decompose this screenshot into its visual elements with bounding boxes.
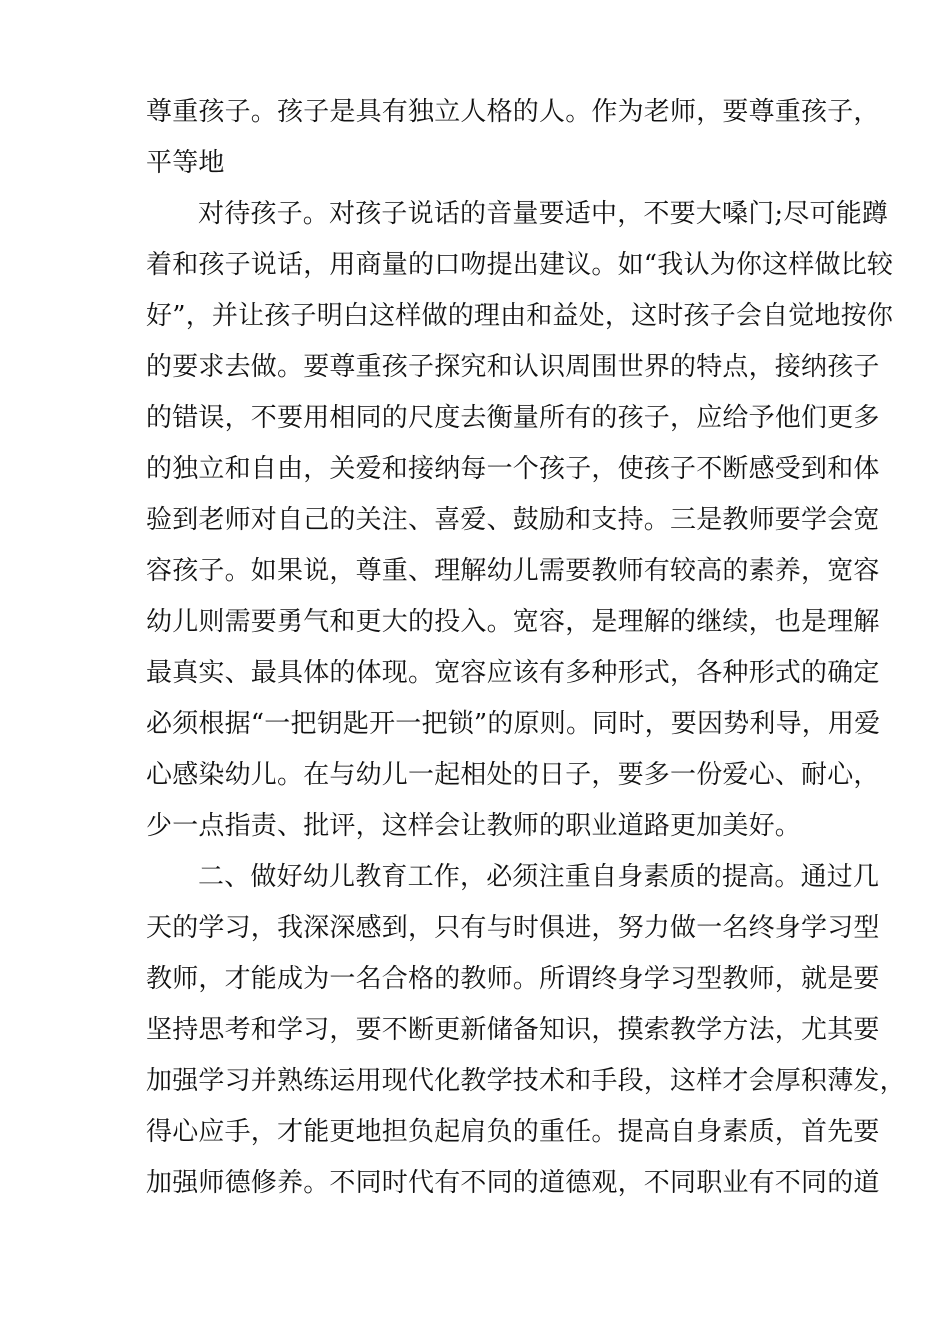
- text-line: 得心应手，才能更地担负起肩负的重任。提高自身素质，首先要: [146, 1117, 880, 1147]
- text-line: 平等地: [146, 148, 225, 178]
- text-line: 教师，才能成为一名合格的教师。所谓终身学习型教师，就是要: [146, 964, 880, 994]
- text-line: 的错误，不要用相同的尺度去衡量所有的孩子，应给予他们更多: [146, 403, 880, 433]
- text-line: 加强师德修养。不同时代有不同的道德观，不同职业有不同的道: [146, 1168, 880, 1198]
- text-line: 必须根据“一把钥匙开一把锁”的原则。同时，要因势利导，用爱: [146, 709, 881, 739]
- text-line: 对待孩子。对孩子说话的音量要适中，不要大嗓门;尽可能蹲: [198, 199, 889, 229]
- text-line: 验到老师对自己的关注、喜爱、鼓励和支持。三是教师要学会宽: [146, 505, 880, 535]
- text-line: 的要求去做。要尊重孩子探究和认识周围世界的特点，接纳孩子: [146, 352, 880, 382]
- text-line: 尊重孩子。孩子是具有独立人格的人。作为老师，要尊重孩子，: [146, 97, 880, 127]
- text-line: 心感染幼儿。在与幼儿一起相处的日子，要多一份爱心、耐心，: [146, 760, 880, 790]
- document-body: [146, 87, 906, 1209]
- text-line: 少一点指责、批评，这样会让教师的职业道路更加美好。: [146, 811, 802, 841]
- text-line: 容孩子。如果说，尊重、理解幼儿需要教师有较高的素养，宽容: [146, 556, 880, 586]
- text-line: 加强学习并熟练运用现代化教学技术和手段，这样才会厚积薄发，: [146, 1066, 906, 1096]
- text-line: 幼儿则需要勇气和更大的投入。宽容，是理解的继续，也是理解: [146, 607, 880, 637]
- text-line: 的独立和自由，关爱和接纳每一个孩子，使孩子不断感受到和体: [146, 454, 880, 484]
- text-line: 最真实、最具体的体现。宽容应该有多种形式，各种形式的确定: [146, 658, 880, 688]
- text-line: 天的学习，我深深感到，只有与时俱进，努力做一名终身学习型: [146, 913, 880, 943]
- text-line: 好”，并让孩子明白这样做的理由和益处，这时孩子会自觉地按你: [146, 301, 894, 331]
- text-line: 坚持思考和学习，要不断更新储备知识，摸索教学方法，尤其要: [146, 1015, 880, 1045]
- text-line: 二、做好幼儿教育工作，必须注重自身素质的提高。通过几: [198, 862, 880, 892]
- text-line: 着和孩子说话，用商量的口吻提出建议。如“我认为你这样做比较: [146, 250, 894, 280]
